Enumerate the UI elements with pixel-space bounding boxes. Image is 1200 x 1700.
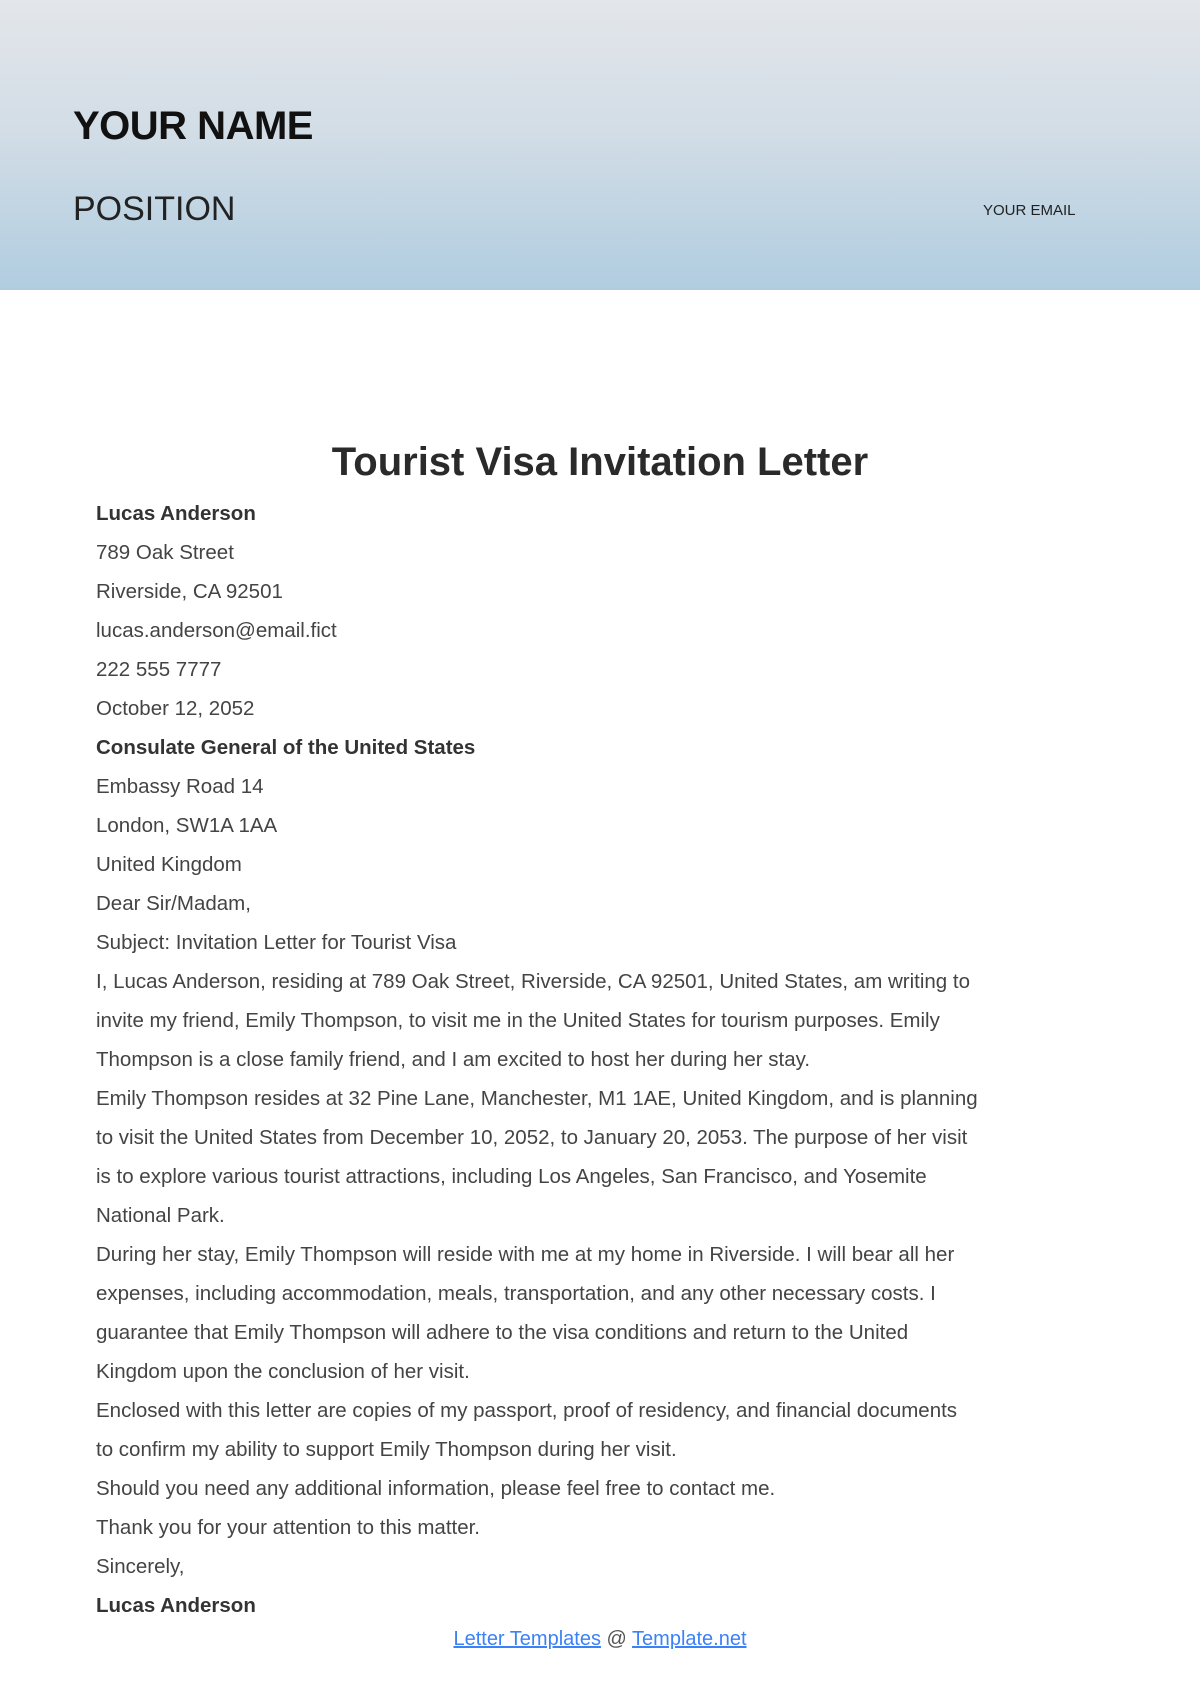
sender-street: 789 Oak Street bbox=[96, 541, 234, 564]
signature: Lucas Anderson bbox=[96, 1594, 256, 1617]
paragraph bbox=[96, 1079, 1126, 1235]
paragraph bbox=[96, 962, 1126, 1079]
salutation: Dear Sir/Madam, bbox=[96, 892, 251, 915]
letter-date: October 12, 2052 bbox=[96, 697, 255, 720]
footer-separator: @ bbox=[606, 1628, 627, 1650]
paragraph bbox=[96, 1235, 1126, 1391]
recipient-city: London, SW1A 1AA bbox=[96, 814, 278, 837]
subject: Subject: Invitation Letter for Tourist Visa bbox=[96, 931, 457, 954]
recipient-street: Embassy Road 14 bbox=[96, 775, 264, 798]
paragraph-line: to confirm my ability to support Emily Thompson during her visit. bbox=[96, 1438, 677, 1461]
closing: Sincerely, bbox=[96, 1555, 185, 1578]
letter-templates-link[interactable]: Letter Templates bbox=[453, 1628, 601, 1650]
sender-email: lucas.anderson@email.fict bbox=[96, 619, 337, 642]
letterhead-name: YOUR NAME bbox=[73, 104, 313, 148]
document-title: Tourist Visa Invitation Letter bbox=[331, 440, 869, 484]
paragraph-line: expenses, including accommodation, meals, transportation, and any other necessary costs. I bbox=[96, 1282, 936, 1305]
paragraph-line: I, Lucas Anderson, residing at 789 Oak Street, Riverside, CA 92501, United States, am writing to bbox=[96, 970, 970, 993]
paragraph bbox=[96, 1391, 1126, 1469]
paragraph-line: Kingdom upon the conclusion of her visit. bbox=[96, 1360, 470, 1383]
paragraph-line: National Park. bbox=[96, 1204, 225, 1227]
template-net-link[interactable]: Template.net bbox=[632, 1628, 747, 1650]
footer bbox=[0, 1628, 1200, 1651]
sender-name: Lucas Anderson bbox=[96, 502, 256, 525]
letter-body bbox=[96, 494, 1126, 1625]
paragraph-line: Thank you for your attention to this matter. bbox=[96, 1516, 481, 1539]
sender-city: Riverside, CA 92501 bbox=[96, 580, 283, 603]
paragraph-line: is to explore various tourist attractions, including Los Angeles, San Francisco, and Yosemite bbox=[96, 1165, 927, 1188]
paragraph-line: During her stay, Emily Thompson will reside with me at my home in Riverside. I will bear all her bbox=[96, 1243, 955, 1266]
paragraph bbox=[96, 1469, 1126, 1508]
letterhead-email: YOUR EMAIL bbox=[983, 202, 1076, 219]
paragraph-line: Should you need any additional information, please feel free to contact me. bbox=[96, 1477, 776, 1500]
paragraph-line: guarantee that Emily Thompson will adhere to the visa conditions and return to the United bbox=[96, 1321, 909, 1344]
paragraphs bbox=[96, 962, 1126, 1547]
letterhead bbox=[0, 0, 1200, 290]
letterhead-position: POSITION bbox=[73, 190, 236, 228]
paragraph-line: to visit the United States from December 10, 2052, to January 20, 2053. The purpose of her visit bbox=[96, 1126, 968, 1149]
paragraph-line: Emily Thompson resides at 32 Pine Lane, Manchester, M1 1AE, United Kingdom, and is planning bbox=[96, 1087, 978, 1110]
recipient-country: United Kingdom bbox=[96, 853, 242, 876]
paragraph-line: Enclosed with this letter are copies of my passport, proof of residency, and financial documents bbox=[96, 1399, 958, 1422]
recipient-name: Consulate General of the United States bbox=[96, 736, 476, 759]
paragraph-line: Thompson is a close family friend, and I am excited to host her during her stay. bbox=[96, 1048, 811, 1071]
paragraph-line: invite my friend, Emily Thompson, to visit me in the United States for tourism purposes. Emily bbox=[96, 1009, 940, 1032]
sender-phone: 222 555 7777 bbox=[96, 658, 222, 681]
paragraph bbox=[96, 1508, 1126, 1547]
